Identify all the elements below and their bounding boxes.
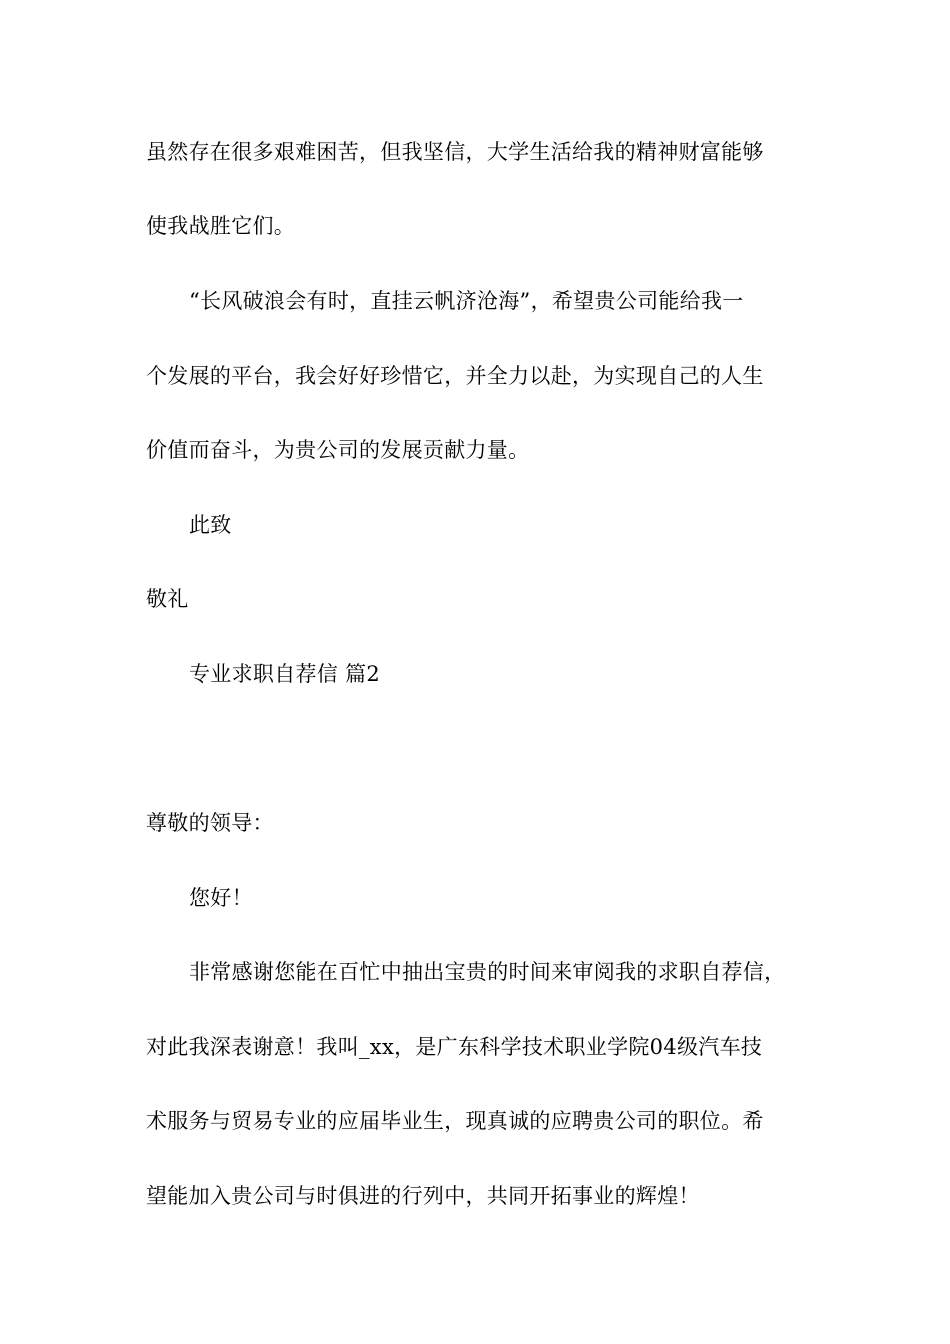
- body-text-line: 望能加入贵公司与时俱进的行列中，共同开拓事业的辉煌！: [146, 1184, 700, 1208]
- closing-salutation: 敬礼: [146, 587, 189, 611]
- greeting: 您好！: [189, 886, 253, 910]
- body-text-line: 个发展的平台，我会好好珍惜它，并全力以赴，为实现自己的人生: [146, 364, 764, 388]
- body-text-line: 非常感谢您能在百忙中抽出宝贵的时间来审阅我的求职自荐信，: [189, 960, 786, 984]
- letter-salutation: 尊敬的领导：: [146, 811, 274, 835]
- section-heading: 专业求职自荐信 篇2: [189, 662, 381, 686]
- body-text-line: “长风破浪会有时，直挂云帆济沧海”，希望贵公司能给我一: [189, 289, 744, 313]
- closing-phrase: 此致: [189, 513, 232, 537]
- body-text-line: 术服务与贸易专业的应届毕业生，现真诚的应聘贵公司的职位。希: [146, 1109, 764, 1133]
- body-text-line: 对此我深表谢意！我叫_xx，是广东科学技术职业学院04级汽车技: [146, 1035, 763, 1059]
- body-text-line: 虽然存在很多艰难困苦，但我坚信，大学生活给我的精神财富能够: [146, 140, 764, 164]
- body-text-line: 使我战胜它们。: [146, 214, 296, 238]
- body-text-line: 价值而奋斗，为贵公司的发展贡献力量。: [146, 438, 530, 462]
